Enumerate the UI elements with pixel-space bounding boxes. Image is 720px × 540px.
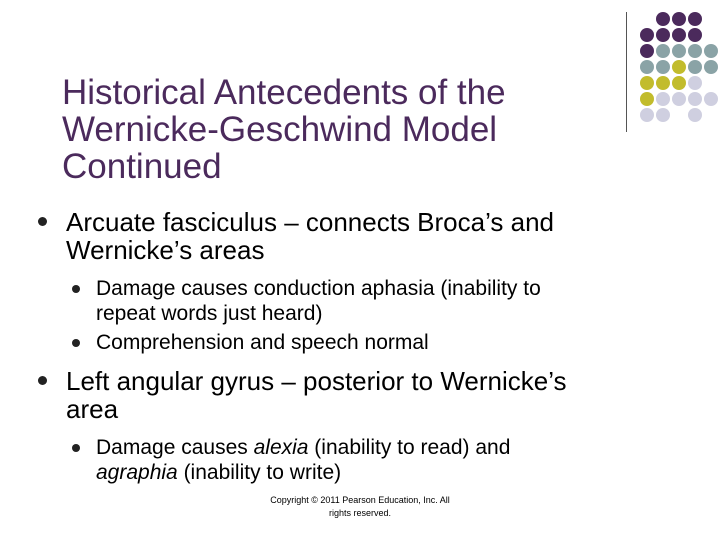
term-agraphia: agraphia <box>96 461 178 484</box>
sub-bullet-damage <box>38 276 688 326</box>
decorative-dot <box>656 108 670 122</box>
decorative-dot <box>656 76 670 90</box>
bullet-dot-icon <box>38 217 47 226</box>
copyright-footer <box>230 494 490 520</box>
decorative-dot <box>640 108 654 122</box>
decorative-dot <box>688 28 702 42</box>
decorative-dot <box>640 28 654 42</box>
decorative-dot <box>656 60 670 74</box>
sub-bullet-text: Damage causes alexia (inability to read) and <box>96 436 511 459</box>
sub-bullet-alexia <box>38 435 688 485</box>
copyright-line-1: Copyright © 2011 Pearson Education, Inc. All <box>270 495 450 505</box>
title-line-1: Historical Antecedents of the <box>62 73 506 112</box>
decorative-dot <box>672 92 686 106</box>
decorative-dot <box>656 12 670 26</box>
decorative-dot <box>656 28 670 42</box>
decorative-dot <box>688 76 702 90</box>
bullet-dot-icon <box>72 444 80 452</box>
bullet-arcuate-fasciculus <box>38 208 688 264</box>
copyright-line-2: rights reserved. <box>328 508 392 518</box>
sub-bullets <box>38 435 688 485</box>
decorative-dot <box>688 12 702 26</box>
decorative-dot <box>672 12 686 26</box>
term-alexia: alexia <box>253 436 309 459</box>
decorative-dot <box>688 60 702 74</box>
decorative-dot <box>704 92 718 106</box>
title-line-3: Continued <box>62 147 222 186</box>
title-line-2: Wernicke-Geschwind Model <box>62 110 498 149</box>
bullet-text: area <box>66 394 119 424</box>
sub-bullets <box>38 276 688 355</box>
decorative-dot <box>704 60 718 74</box>
bullet-text: Left angular gyrus – posterior to Wernicke’s <box>66 366 567 396</box>
sub-bullet-text: repeat words just heard) <box>96 302 323 325</box>
decorative-dot <box>672 44 686 58</box>
decorative-dot <box>656 44 670 58</box>
sub-bullet-text: Damage causes conduction aphasia (inability to <box>96 277 541 300</box>
bullet-text: Arcuate fasciculus – connects Broca’s and <box>66 207 555 237</box>
slide-body <box>38 208 688 497</box>
slide-title <box>62 74 602 185</box>
decorative-dot <box>688 92 702 106</box>
decorative-divider <box>626 12 627 132</box>
bullet-dot-icon <box>72 285 80 293</box>
sub-bullet-text: Comprehension and speech normal <box>96 331 429 354</box>
bullet-left-angular-gyrus <box>38 367 688 423</box>
bullet-dot-icon <box>72 339 80 347</box>
sub-bullet-comprehension <box>38 330 688 355</box>
bullet-dot-icon <box>38 376 47 385</box>
decorative-dot <box>640 92 654 106</box>
decorative-dot <box>672 76 686 90</box>
decorative-dot <box>672 60 686 74</box>
sub-bullet-text: agraphia (inability to write) <box>96 461 342 484</box>
decorative-dot <box>688 108 702 122</box>
bullet-text: Wernicke’s areas <box>66 235 265 265</box>
decorative-dot <box>672 28 686 42</box>
decorative-dot <box>704 44 718 58</box>
decorative-dot <box>640 44 654 58</box>
decorative-dot <box>640 60 654 74</box>
decorative-dot <box>640 76 654 90</box>
decorative-dot <box>656 92 670 106</box>
decorative-dot <box>688 44 702 58</box>
